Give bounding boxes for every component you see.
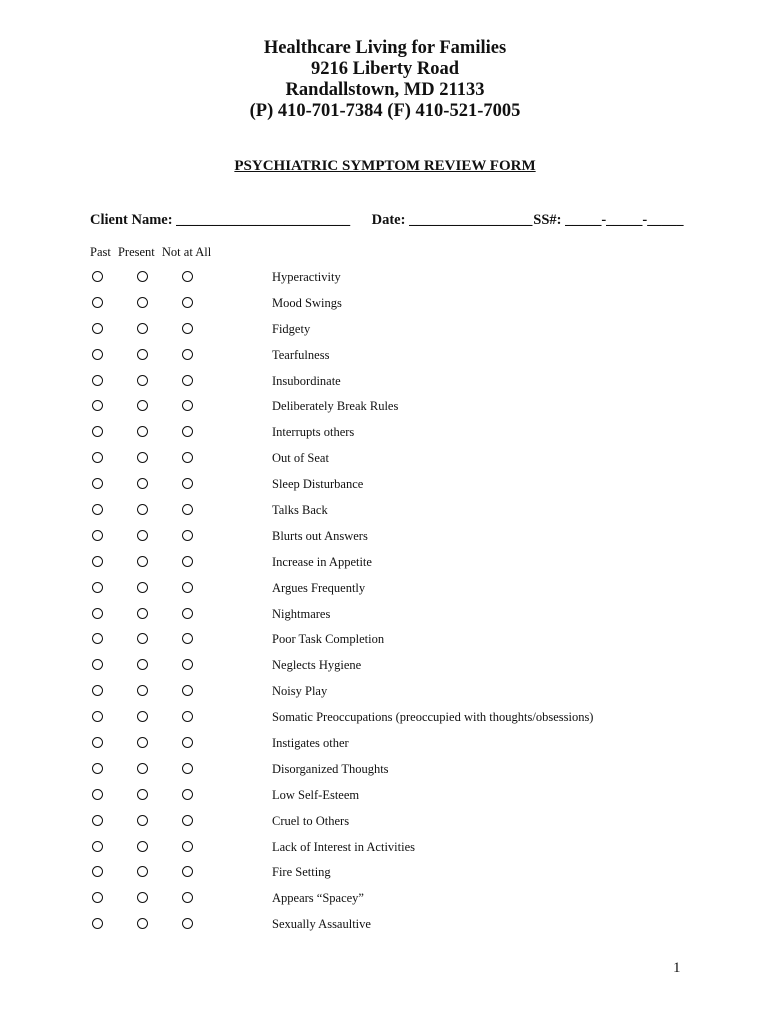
symptom-label: Somatic Preoccupations (preoccupied with thoughts/obsessions)	[272, 710, 594, 725]
symptom-label: Low Self-Esteem	[272, 787, 360, 802]
symptom-row	[0, 550, 770, 576]
past-radio[interactable]	[92, 815, 103, 826]
present-radio[interactable]	[137, 452, 148, 463]
past-radio[interactable]	[92, 892, 103, 903]
not-at-all-radio[interactable]	[182, 582, 193, 593]
past-radio[interactable]	[92, 659, 103, 670]
past-radio[interactable]	[92, 608, 103, 619]
symptom-label: Lack of Interest in Activities	[272, 839, 416, 854]
client-fields-row	[90, 212, 684, 229]
symptom-label: Tearfulness	[272, 347, 330, 362]
symptom-row	[0, 498, 770, 524]
present-radio[interactable]	[137, 918, 148, 929]
symptom-label: Interrupts others	[272, 425, 355, 440]
symptom-label: Talks Back	[272, 503, 328, 518]
symptom-label: Noisy Play	[272, 684, 328, 699]
present-radio[interactable]	[137, 737, 148, 748]
not-at-all-radio[interactable]	[182, 763, 193, 774]
symptom-row	[0, 343, 770, 369]
past-radio[interactable]	[92, 711, 103, 722]
symptom-row	[0, 679, 770, 705]
present-radio[interactable]	[137, 271, 148, 282]
symptom-row	[0, 472, 770, 498]
present-radio[interactable]	[137, 659, 148, 670]
not-at-all-radio[interactable]	[182, 841, 193, 852]
column-header-past: Past	[90, 245, 111, 259]
past-radio[interactable]	[92, 323, 103, 334]
present-radio[interactable]	[137, 349, 148, 360]
past-radio[interactable]	[92, 556, 103, 567]
past-radio[interactable]	[92, 582, 103, 593]
present-radio[interactable]	[137, 375, 148, 386]
present-radio[interactable]	[137, 866, 148, 877]
not-at-all-radio[interactable]	[182, 478, 193, 489]
symptom-row	[0, 446, 770, 472]
symptom-row	[0, 757, 770, 783]
symptom-row	[0, 265, 770, 291]
present-radio[interactable]	[137, 504, 148, 515]
present-radio[interactable]	[137, 789, 148, 800]
present-radio[interactable]	[137, 323, 148, 334]
symptom-label: Hyperactivity	[272, 270, 341, 284]
not-at-all-radio[interactable]	[182, 375, 193, 386]
symptom-row	[0, 291, 770, 317]
form-title: PSYCHIATRIC SYMPTOM REVIEW FORM	[234, 158, 536, 174]
present-radio[interactable]	[137, 297, 148, 308]
present-radio[interactable]	[137, 426, 148, 437]
present-radio[interactable]	[137, 892, 148, 903]
date-field[interactable]: Date: _________________	[371, 212, 533, 228]
org-phone-fax: (P) 410-701-7384 (F) 410-521-7005	[249, 101, 521, 121]
past-radio[interactable]	[92, 841, 103, 852]
present-radio[interactable]	[137, 633, 148, 644]
present-radio[interactable]	[137, 582, 148, 593]
symptom-row	[0, 627, 770, 653]
present-radio[interactable]	[137, 685, 148, 696]
symptom-label: Mood Swings	[272, 295, 342, 310]
symptom-label: Sleep Disturbance	[272, 477, 364, 492]
symptom-label: Appears “Spacey”	[272, 891, 364, 906]
symptom-label: Deliberately Break Rules	[272, 399, 399, 414]
symptom-label: Fidgety	[272, 321, 311, 336]
past-radio[interactable]	[92, 452, 103, 463]
not-at-all-radio[interactable]	[182, 918, 193, 929]
symptom-row	[0, 369, 770, 395]
column-header-present: Present	[117, 245, 155, 259]
form-header	[0, 38, 770, 122]
symptom-row	[0, 576, 770, 602]
present-radio[interactable]	[137, 556, 148, 567]
symptom-row	[0, 420, 770, 446]
present-radio[interactable]	[137, 711, 148, 722]
not-at-all-radio[interactable]	[182, 737, 193, 748]
past-radio[interactable]	[92, 375, 103, 386]
page-number: 1	[673, 960, 681, 976]
symptom-label: Sexually Assaultive	[272, 917, 371, 932]
past-radio[interactable]	[92, 530, 103, 541]
not-at-all-radio[interactable]	[182, 452, 193, 463]
past-radio[interactable]	[92, 271, 103, 282]
symptom-row	[0, 886, 770, 912]
column-header-not-at-all: Not at All	[161, 245, 212, 259]
column-headers	[90, 245, 211, 260]
not-at-all-radio[interactable]	[182, 892, 193, 903]
symptom-row	[0, 860, 770, 886]
present-radio[interactable]	[137, 841, 148, 852]
symptom-label: Insubordinate	[272, 373, 341, 388]
not-at-all-radio[interactable]	[182, 271, 193, 282]
symptom-label: Disorganized Thoughts	[272, 761, 389, 776]
past-radio[interactable]	[92, 763, 103, 774]
not-at-all-radio[interactable]	[182, 789, 193, 800]
symptom-list	[0, 265, 770, 938]
ss-field[interactable]: SS#: _____-_____-_____	[533, 212, 684, 228]
not-at-all-radio[interactable]	[182, 297, 193, 308]
present-radio[interactable]	[137, 815, 148, 826]
not-at-all-radio[interactable]	[182, 323, 193, 334]
symptom-row	[0, 317, 770, 343]
org-city-state-zip: Randallstown, MD 21133	[285, 80, 485, 100]
past-radio[interactable]	[92, 737, 103, 748]
symptom-row	[0, 835, 770, 861]
not-at-all-radio[interactable]	[182, 426, 193, 437]
not-at-all-radio[interactable]	[182, 866, 193, 877]
not-at-all-radio[interactable]	[182, 556, 193, 567]
client-name-field[interactable]: Client Name: ________________________	[90, 212, 351, 228]
org-street: 9216 Liberty Road	[311, 59, 459, 79]
symptom-row	[0, 524, 770, 550]
past-radio[interactable]	[92, 297, 103, 308]
symptom-label: Instigates other	[272, 736, 349, 751]
symptom-row	[0, 912, 770, 938]
present-radio[interactable]	[137, 478, 148, 489]
not-at-all-radio[interactable]	[182, 659, 193, 670]
org-name: Healthcare Living for Families	[263, 38, 507, 58]
symptom-row	[0, 731, 770, 757]
symptom-row	[0, 705, 770, 731]
symptom-row	[0, 653, 770, 679]
symptom-row	[0, 602, 770, 628]
symptom-label: Blurts out Answers	[272, 528, 368, 543]
past-radio[interactable]	[92, 866, 103, 877]
not-at-all-radio[interactable]	[182, 633, 193, 644]
past-radio[interactable]	[92, 918, 103, 929]
not-at-all-radio[interactable]	[182, 711, 193, 722]
present-radio[interactable]	[137, 608, 148, 619]
past-radio[interactable]	[92, 400, 103, 411]
past-radio[interactable]	[92, 504, 103, 515]
past-radio[interactable]	[92, 426, 103, 437]
symptom-label: Out of Seat	[272, 451, 329, 466]
symptom-label: Poor Task Completion	[272, 632, 385, 647]
present-radio[interactable]	[137, 530, 148, 541]
past-radio[interactable]	[92, 633, 103, 644]
not-at-all-radio[interactable]	[182, 504, 193, 515]
symptom-label: Neglects Hygiene	[272, 658, 362, 673]
past-radio[interactable]	[92, 789, 103, 800]
past-radio[interactable]	[92, 478, 103, 489]
not-at-all-radio[interactable]	[182, 530, 193, 541]
symptom-label: Cruel to Others	[272, 813, 350, 828]
past-radio[interactable]	[92, 685, 103, 696]
symptom-label: Increase in Appetite	[272, 554, 372, 569]
symptom-row	[0, 809, 770, 835]
symptom-row	[0, 783, 770, 809]
present-radio[interactable]	[137, 400, 148, 411]
not-at-all-radio[interactable]	[182, 608, 193, 619]
symptom-label: Fire Setting	[272, 865, 331, 880]
not-at-all-radio[interactable]	[182, 349, 193, 360]
symptom-label: Nightmares	[272, 606, 331, 621]
not-at-all-radio[interactable]	[182, 815, 193, 826]
past-radio[interactable]	[92, 349, 103, 360]
symptom-row	[0, 394, 770, 420]
symptom-label: Argues Frequently	[272, 580, 366, 595]
not-at-all-radio[interactable]	[182, 685, 193, 696]
present-radio[interactable]	[137, 763, 148, 774]
not-at-all-radio[interactable]	[182, 400, 193, 411]
